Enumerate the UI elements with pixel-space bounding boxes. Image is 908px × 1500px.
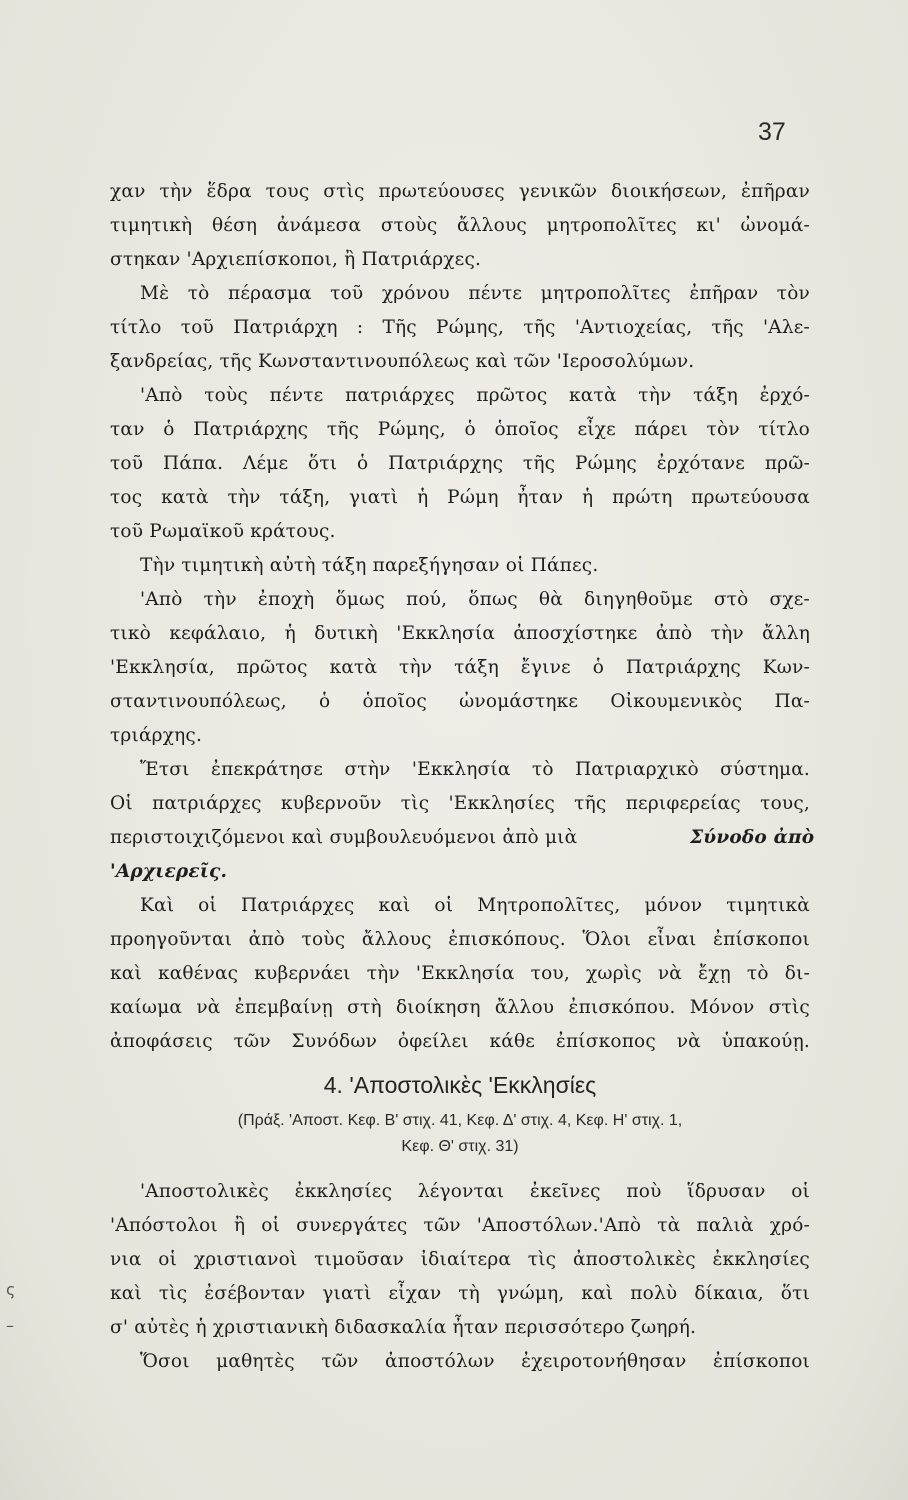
text-line: σταντινουπόλεως, ὁ ὁποῖος ὠνομάστηκε Οἰκουμενικὸς Πα- bbox=[110, 691, 810, 712]
text-line: καὶ καθένας κυβερνάει τὴν 'Εκκλησία του, χωρὶς νὰ ἔχῃ τὸ δι- bbox=[110, 963, 810, 984]
scripture-reference: (Πράξ. 'Αποστ. Κεφ. Β' στιχ. 41, Κεφ. Δ' στιχ. 4, Κεφ. Η' στιχ. 1, bbox=[237, 1112, 683, 1129]
text-line: προηγοῦνται ἀπὸ τοὺς ἄλλους ἐπισκόπους. Ὅλοι εἶναι ἐπίσκοποι bbox=[110, 929, 810, 950]
text-line: στηκαν 'Αρχιεπίσκοποι, ἢ Πατριάρχες. bbox=[110, 249, 482, 270]
text-line: Καὶ οἱ Πατριάρχες καὶ οἱ Μητροπολῖτες, μόνον τιμητικὰ bbox=[140, 895, 810, 916]
text-line: ταν ὁ Πατριάρχης τῆς Ρώμης, ὁ ὁποῖος εἶχε πάρει τὸν τίτλο bbox=[110, 419, 810, 440]
text-line: τιμητικὴ θέση ἀνάμεσα στοὺς ἄλλους μητροπολῖτες κι' ὠνομά- bbox=[110, 215, 810, 236]
margin-mark: ς bbox=[6, 1280, 16, 1299]
margin-mark: – bbox=[6, 1316, 14, 1335]
text-line: τος κατὰ τὴν τάξη, γιατὶ ἡ Ρώμη ἦταν ἡ πρώτη πρωτεύουσα bbox=[110, 487, 810, 508]
text-line: 'Απὸ τὴν ἐποχὴ ὅμως πού, ὅπως θὰ διηγηθοῦμε στὸ σχε- bbox=[140, 589, 810, 610]
text-line: Οἱ πατριάρχες κυβερνοῦν τὶς 'Εκκλησίες τῆς περιφερείας τους, bbox=[110, 793, 810, 814]
emphasis-text: Σύνοδο ἀπὸ bbox=[690, 827, 815, 848]
section-heading: 4. 'Αποστολικὲς 'Εκκλησίες bbox=[323, 1072, 597, 1098]
text-line: τοῦ Ρωμαϊκοῦ κράτους. bbox=[110, 521, 336, 542]
text-line: τικὸ κεφάλαιο, ἡ δυτικὴ 'Εκκλησία ἀποσχίστηκε ἀπὸ τὴν ἄλλη bbox=[110, 623, 810, 644]
text-line: νια οἱ χριστιανοὶ τιμοῦσαν ἰδιαίτερα τὶς ἀποστολικὲς ἐκκλησίες bbox=[110, 1249, 810, 1270]
text-line: 'Εκκλησία, πρῶτος κατὰ τὴν τάξη ἔγινε ὁ Πατριάρχης Κων- bbox=[110, 657, 810, 678]
text-line: ἀποφάσεις τῶν Συνόδων ὀφείλει κάθε ἐπίσκοπος νὰ ὑπακούῃ. bbox=[110, 1031, 810, 1052]
text-line: 'Αποστολικὲς ἐκκλησίες λέγονται ἐκεῖνες ποὺ ἵδρυσαν οἱ bbox=[140, 1181, 810, 1202]
text-line: τοῦ Πάπα. Λέμε ὅτι ὁ Πατριάρχης τῆς Ρώμης ἐρχότανε πρῶ- bbox=[110, 453, 810, 474]
text-line: Ἔτσι ἐπεκράτησε στὴν 'Εκκλησία τὸ Πατριαρχικὸ σύστημα. bbox=[140, 759, 810, 780]
text-line: Μὲ τὸ πέρασμα τοῦ χρόνου πέντε μητροπολῖτες ἐπῆραν τὸν bbox=[140, 283, 810, 304]
emphasis-text: 'Αρχιερεῖς. bbox=[110, 861, 228, 882]
text-line: περιστοιχιζόμενοι καὶ συμβουλευόμενοι ἀπὸ μιὰ bbox=[110, 827, 578, 848]
text-line: καὶ τὶς ἐσέβονταν γιατὶ εἶχαν τὴ γνώμη, καὶ πολὺ δίκαια, ὅτι bbox=[110, 1283, 810, 1304]
text-line: 'Απόστολοι ἢ οἱ συνεργάτες τῶν 'Αποστόλων.'Απὸ τὰ παλιὰ χρό- bbox=[110, 1215, 810, 1236]
text-line: Ὅσοι μαθητὲς τῶν ἀποστόλων ἐχειροτονήθησαν ἐπίσκοποι bbox=[140, 1351, 810, 1372]
page-number: 37 bbox=[758, 118, 786, 146]
text-line: ξανδρείας, τῆς Κωνσταντινουπόλεως καὶ τῶν 'Ιεροσολύμων. bbox=[110, 351, 695, 372]
text-line: Τὴν τιμητικὴ αὐτὴ τάξη παρεξήγησαν οἱ Πάπες. bbox=[140, 555, 599, 576]
text-line: τριάρχης. bbox=[110, 725, 203, 746]
text-line: καίωμα νὰ ἐπεμβαίνῃ στὴ διοίκηση ἄλλου ἐπισκόπου. Μόνον στὶς bbox=[110, 997, 810, 1018]
scripture-reference: Κεφ. Θ' στιχ. 31) bbox=[401, 1138, 519, 1155]
text-line: 'Απὸ τοὺς πέντε πατριάρχες πρῶτος κατὰ τὴν τάξη ἐρχό- bbox=[140, 385, 810, 406]
text-line: σ' αὐτὲς ἡ χριστιανικὴ διδασκαλία ἦταν περισσότερο ζωηρή. bbox=[110, 1317, 697, 1338]
text-line: χαν τὴν ἕδρα τους στὶς πρωτεύουσες γενικῶν διοικήσεων, ἐπῆραν bbox=[110, 181, 810, 202]
text-line: τίτλο τοῦ Πατριάρχη : Τῆς Ρώμης, τῆς 'Αντιοχείας, τῆς 'Αλε- bbox=[110, 317, 810, 338]
